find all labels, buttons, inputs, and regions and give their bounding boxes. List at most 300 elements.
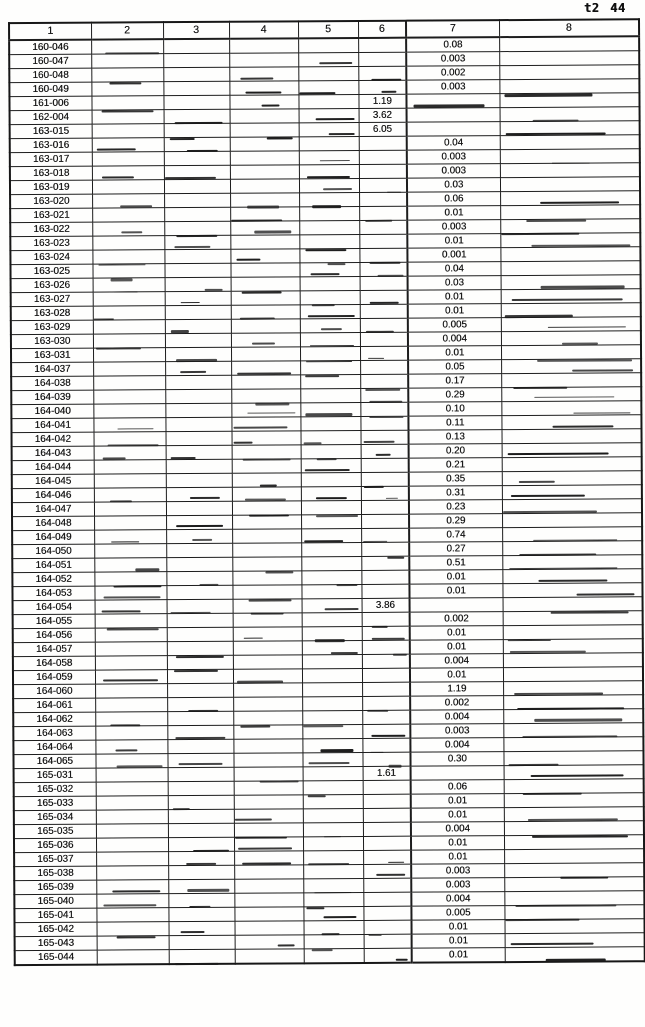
empty-cell: [233, 753, 302, 767]
sample-id-cell: 164-051: [12, 558, 94, 573]
empty-cell: [93, 292, 165, 306]
sample-id-cell: 165-040: [14, 894, 96, 909]
col6-value-cell: [359, 150, 407, 164]
empty-cell: [303, 822, 363, 836]
empty-cell: [94, 516, 166, 530]
col7-value-cell: 0.01: [411, 850, 504, 865]
scan-artifact: [192, 539, 212, 541]
empty-cell: [92, 180, 164, 194]
empty-cell: [95, 712, 167, 726]
empty-cell: [504, 877, 644, 892]
col6-value-cell: 3.62: [359, 108, 407, 122]
empty-cell: [164, 193, 230, 207]
sample-id-cell: 164-041: [11, 418, 93, 433]
empty-cell: [93, 404, 165, 418]
scan-artifact: [254, 231, 290, 234]
empty-cell: [504, 807, 644, 822]
empty-cell: [501, 331, 641, 346]
scan-artifact: [386, 497, 398, 499]
empty-cell: [92, 208, 164, 222]
col7-value-cell: 0.10: [408, 402, 501, 417]
sample-id-cell: 164-039: [11, 390, 93, 405]
empty-cell: [298, 80, 358, 94]
scan-artifact: [245, 91, 282, 93]
col7-value-cell: 0.003: [406, 52, 499, 67]
empty-cell: [303, 850, 363, 864]
col6-value-cell: [359, 164, 407, 178]
empty-cell: [502, 471, 642, 486]
scan-artifact: [309, 762, 350, 764]
empty-cell: [165, 319, 231, 333]
col6-value-cell: [359, 248, 407, 262]
empty-cell: [232, 501, 301, 515]
empty-cell: [299, 178, 359, 192]
sample-id-cell: 164-048: [12, 516, 94, 531]
col7-value-cell: 0.002: [410, 696, 503, 711]
empty-cell: [94, 446, 166, 460]
scan-artifact: [190, 497, 220, 499]
empty-cell: [232, 571, 301, 585]
column-header: 5: [298, 21, 358, 38]
empty-cell: [94, 586, 166, 600]
empty-cell: [233, 669, 302, 683]
col6-value-cell: [359, 234, 407, 248]
col7-value-cell: 0.01: [411, 836, 504, 851]
scan-artifact: [320, 328, 342, 330]
empty-cell: [230, 207, 299, 221]
empty-cell: [91, 96, 163, 110]
sample-id-cell: 163-024: [10, 250, 92, 265]
col7-value-cell: 0.20: [409, 444, 502, 459]
empty-cell: [303, 878, 363, 892]
empty-cell: [233, 739, 302, 753]
col6-value-cell: [358, 80, 406, 94]
col7-value-cell: 0.01: [410, 668, 503, 683]
empty-cell: [230, 137, 299, 151]
scan-artifact: [572, 370, 633, 372]
col7-value-cell: 0.004: [411, 822, 504, 837]
empty-cell: [96, 894, 168, 908]
col7-value-cell: 0.01: [408, 346, 501, 361]
empty-cell: [164, 235, 230, 249]
empty-cell: [503, 597, 643, 612]
empty-cell: [501, 429, 641, 444]
empty-cell: [168, 893, 234, 907]
empty-cell: [300, 318, 360, 332]
col6-value-cell: [360, 402, 408, 416]
empty-cell: [233, 725, 302, 739]
scan-artifact: [234, 442, 253, 444]
scan-artifact: [181, 302, 200, 304]
scan-artifact: [260, 484, 277, 486]
empty-cell: [168, 851, 234, 865]
empty-cell: [303, 920, 363, 934]
empty-cell: [94, 558, 166, 572]
empty-cell: [301, 570, 361, 584]
scan-artifact: [511, 942, 594, 945]
empty-cell: [231, 347, 300, 361]
scan-artifact: [103, 680, 158, 682]
empty-cell: [95, 726, 167, 740]
empty-cell: [165, 417, 231, 431]
col6-value-cell: [360, 276, 408, 290]
empty-cell: [302, 696, 362, 710]
sample-id-cell: 160-048: [9, 68, 91, 83]
empty-cell: [164, 221, 230, 235]
empty-cell: [94, 460, 166, 474]
empty-cell: [299, 108, 359, 122]
empty-cell: [163, 81, 229, 95]
sample-id-cell: 165-036: [14, 838, 96, 853]
col7-value-cell: 0.01: [411, 808, 504, 823]
sample-id-cell: 164-062: [13, 712, 95, 727]
sample-id-cell: 164-037: [11, 362, 93, 377]
empty-cell: [501, 345, 641, 360]
col6-value-cell: [360, 374, 408, 388]
empty-cell: [231, 319, 300, 333]
col7-value-cell: 0.01: [411, 794, 504, 809]
col6-value-cell: [361, 486, 409, 500]
col7-value-cell: 0.23: [409, 500, 502, 515]
empty-cell: [299, 192, 359, 206]
empty-cell: [503, 611, 643, 626]
empty-cell: [300, 304, 360, 318]
empty-cell: [234, 767, 303, 781]
empty-cell: [231, 305, 300, 319]
scan-artifact: [238, 847, 291, 850]
empty-cell: [166, 571, 232, 585]
col7-value-cell: 0.001: [407, 248, 500, 263]
empty-cell: [234, 921, 303, 935]
scan-artifact: [324, 916, 356, 918]
column-header: 3: [163, 22, 229, 39]
empty-cell: [500, 177, 640, 192]
empty-cell: [165, 277, 231, 291]
empty-cell: [95, 698, 167, 712]
empty-cell: [165, 333, 231, 347]
col7-value-cell: 0.74: [409, 528, 502, 543]
empty-cell: [300, 402, 360, 416]
col7-value-cell: 0.04: [407, 262, 500, 277]
empty-cell: [501, 359, 641, 374]
col6-value-cell: [361, 542, 409, 556]
col7-value-cell: 0.17: [408, 374, 501, 389]
col6-value-cell: [363, 780, 411, 794]
col6-value-cell: [360, 360, 408, 374]
empty-cell: [503, 723, 643, 738]
empty-cell: [302, 724, 362, 738]
empty-cell: [92, 166, 164, 180]
scan-artifact: [251, 343, 274, 345]
empty-cell: [233, 711, 302, 725]
col6-value-cell: [363, 822, 411, 836]
empty-cell: [166, 459, 232, 473]
empty-cell: [93, 362, 165, 376]
empty-cell: [168, 865, 234, 879]
empty-cell: [96, 922, 168, 936]
scan-artifact: [176, 525, 223, 527]
empty-cell: [93, 390, 165, 404]
col6-value-cell: [361, 528, 409, 542]
empty-cell: [303, 892, 363, 906]
empty-cell: [301, 528, 361, 542]
empty-cell: [503, 751, 643, 766]
empty-cell: [167, 655, 233, 669]
scan-artifact: [323, 188, 351, 190]
empty-cell: [231, 403, 300, 417]
empty-cell: [164, 137, 230, 151]
col6-value-cell: [362, 668, 410, 682]
col7-value-cell: 0.03: [408, 276, 501, 291]
empty-cell: [500, 121, 640, 136]
sample-id-cell: 164-049: [12, 530, 94, 545]
empty-cell: [234, 851, 303, 865]
sample-id-cell: 161-006: [9, 96, 91, 111]
empty-cell: [304, 948, 364, 963]
empty-cell: [301, 514, 361, 528]
scan-artifact: [376, 874, 404, 876]
empty-cell: [298, 94, 358, 108]
col6-value-cell: [362, 738, 410, 752]
empty-cell: [165, 305, 231, 319]
col6-value-cell: [363, 836, 411, 850]
empty-cell: [168, 823, 234, 837]
scan-artifact: [235, 819, 272, 821]
sample-id-cell: 164-065: [13, 754, 95, 769]
empty-cell: [499, 51, 639, 66]
empty-cell: [229, 38, 298, 53]
empty-cell: [163, 67, 229, 81]
empty-cell: [231, 389, 300, 403]
empty-cell: [301, 486, 361, 500]
empty-cell: [232, 445, 301, 459]
scan-artifact: [535, 396, 615, 398]
empty-cell: [233, 697, 302, 711]
empty-cell: [503, 667, 643, 682]
col6-value-cell: [359, 192, 407, 206]
sample-id-cell: 163-017: [10, 152, 92, 167]
sample-id-cell: 164-058: [13, 656, 95, 671]
empty-cell: [167, 599, 233, 613]
scan-artifact: [321, 749, 353, 752]
scan-artifact: [519, 481, 554, 483]
sample-id-cell: 164-057: [13, 642, 95, 657]
empty-cell: [166, 445, 232, 459]
empty-cell: [95, 754, 167, 768]
scan-artifact: [548, 326, 626, 328]
col6-value-cell: [363, 808, 411, 822]
empty-cell: [231, 291, 300, 305]
empty-cell: [95, 628, 167, 642]
empty-cell: [298, 52, 358, 66]
scan-artifact: [116, 749, 138, 751]
empty-cell: [230, 221, 299, 235]
empty-cell: [230, 123, 299, 137]
scan-artifact: [396, 959, 408, 961]
col7-value-cell: 0.31: [409, 486, 502, 501]
col6-value-cell: [360, 332, 408, 346]
empty-cell: [166, 501, 232, 515]
empty-cell: [504, 765, 644, 780]
col7-value-cell: 0.13: [409, 430, 502, 445]
empty-cell: [91, 68, 163, 82]
empty-cell: [300, 388, 360, 402]
empty-cell: [165, 389, 231, 403]
scan-artifact: [103, 904, 156, 907]
sample-id-cell: 163-029: [11, 320, 93, 335]
sample-id-cell: 165-041: [14, 908, 96, 923]
empty-cell: [298, 66, 358, 80]
sample-id-cell: 165-039: [14, 880, 96, 895]
empty-cell: [500, 191, 640, 206]
empty-cell: [298, 38, 358, 53]
col7-value-cell: 0.01: [411, 920, 504, 935]
sample-id-cell: 160-049: [9, 82, 91, 97]
col6-value-cell: [361, 472, 409, 486]
empty-cell: [303, 766, 363, 780]
scan-artifact: [104, 596, 161, 599]
col6-value-cell: [362, 710, 410, 724]
empty-cell: [501, 317, 641, 332]
col6-value-cell: [361, 444, 409, 458]
scan-artifact: [511, 494, 584, 496]
col6-value-cell: [361, 584, 409, 598]
empty-cell: [164, 109, 230, 123]
sample-id-cell: 164-040: [11, 404, 93, 419]
empty-cell: [229, 67, 298, 81]
empty-cell: [96, 768, 168, 782]
empty-cell: [167, 697, 233, 711]
sample-id-cell: 164-063: [13, 726, 95, 741]
empty-cell: [167, 613, 233, 627]
empty-cell: [95, 670, 167, 684]
col7-value-cell: 0.29: [409, 514, 502, 529]
empty-cell: [500, 149, 640, 164]
empty-cell: [234, 879, 303, 893]
sample-id-cell: 164-052: [12, 572, 94, 587]
col7-value-cell: 0.01: [410, 640, 503, 655]
empty-cell: [232, 473, 301, 487]
empty-cell: [302, 738, 362, 752]
empty-cell: [500, 135, 640, 150]
scan-artifact: [368, 358, 384, 360]
col7-value-cell: [406, 94, 499, 109]
empty-cell: [502, 583, 642, 598]
empty-cell: [234, 809, 303, 823]
sample-id-cell: 164-060: [13, 684, 95, 699]
sample-id-cell: 164-053: [12, 586, 94, 601]
scan-artifact: [240, 77, 274, 80]
sample-id-cell: 163-025: [10, 264, 92, 279]
col6-value-cell: [360, 416, 408, 430]
empty-cell: [502, 541, 642, 556]
empty-cell: [91, 82, 163, 96]
empty-cell: [504, 821, 644, 836]
empty-cell: [300, 360, 360, 374]
empty-cell: [95, 642, 167, 656]
empty-cell: [166, 473, 232, 487]
sample-id-cell: 164-055: [13, 614, 95, 629]
empty-cell: [93, 278, 165, 292]
sample-id-cell: 163-030: [11, 334, 93, 349]
empty-cell: [303, 906, 363, 920]
empty-cell: [504, 919, 644, 934]
empty-cell: [168, 767, 234, 781]
empty-cell: [234, 893, 303, 907]
empty-cell: [503, 639, 643, 654]
empty-cell: [501, 415, 641, 430]
col6-value-cell: [358, 66, 406, 80]
col7-value-cell: 0.003: [407, 164, 500, 179]
empty-cell: [499, 93, 639, 108]
empty-cell: [301, 458, 361, 472]
col7-value-cell: 0.06: [407, 192, 500, 207]
empty-cell: [500, 247, 640, 262]
empty-cell: [300, 290, 360, 304]
empty-cell: [231, 417, 300, 431]
scan-artifact: [236, 258, 260, 261]
empty-cell: [92, 110, 164, 124]
scan-artifact: [319, 62, 352, 64]
empty-cell: [96, 852, 168, 866]
col7-value-cell: 0.005: [411, 906, 504, 921]
empty-cell: [302, 654, 362, 668]
col6-value-cell: 3.86: [362, 598, 410, 612]
empty-cell: [164, 151, 230, 165]
empty-cell: [302, 682, 362, 696]
empty-cell: [502, 499, 642, 514]
empty-cell: [95, 600, 167, 614]
col7-value-cell: 0.004: [410, 654, 503, 669]
empty-cell: [504, 863, 644, 878]
empty-cell: [229, 81, 298, 95]
col6-value-cell: [358, 38, 406, 53]
scan-artifact: [121, 232, 142, 234]
sample-id-cell: 165-033: [14, 796, 96, 811]
empty-cell: [301, 584, 361, 598]
col7-value-cell: 0.003: [411, 864, 504, 879]
col6-value-cell: [361, 514, 409, 528]
col7-value-cell: 1.19: [410, 682, 503, 697]
col7-value-cell: 0.004: [408, 332, 501, 347]
scan-artifact: [244, 638, 263, 640]
col7-value-cell: 0.35: [409, 472, 502, 487]
sample-id-cell: 164-044: [12, 460, 94, 475]
col7-value-cell: 0.05: [408, 360, 501, 375]
col7-value-cell: 0.21: [409, 458, 502, 473]
empty-cell: [232, 431, 301, 445]
empty-cell: [300, 346, 360, 360]
empty-cell: [164, 165, 230, 179]
sample-id-cell: 165-042: [15, 922, 97, 937]
scan-artifact: [376, 454, 391, 456]
empty-cell: [163, 53, 229, 67]
empty-cell: [165, 291, 231, 305]
scan-artifact: [320, 160, 350, 162]
empty-cell: [166, 543, 232, 557]
col6-value-cell: [363, 794, 411, 808]
empty-cell: [234, 865, 303, 879]
col6-value-cell: [359, 136, 407, 150]
column-header: 1: [9, 23, 91, 41]
scan-artifact: [136, 569, 160, 571]
scan-artifact: [112, 890, 160, 892]
sample-id-cell: 160-046: [9, 40, 91, 55]
col7-value-cell: 0.30: [410, 752, 503, 767]
empty-cell: [166, 515, 232, 529]
sample-id-cell: 164-056: [13, 628, 95, 643]
empty-cell: [303, 864, 363, 878]
